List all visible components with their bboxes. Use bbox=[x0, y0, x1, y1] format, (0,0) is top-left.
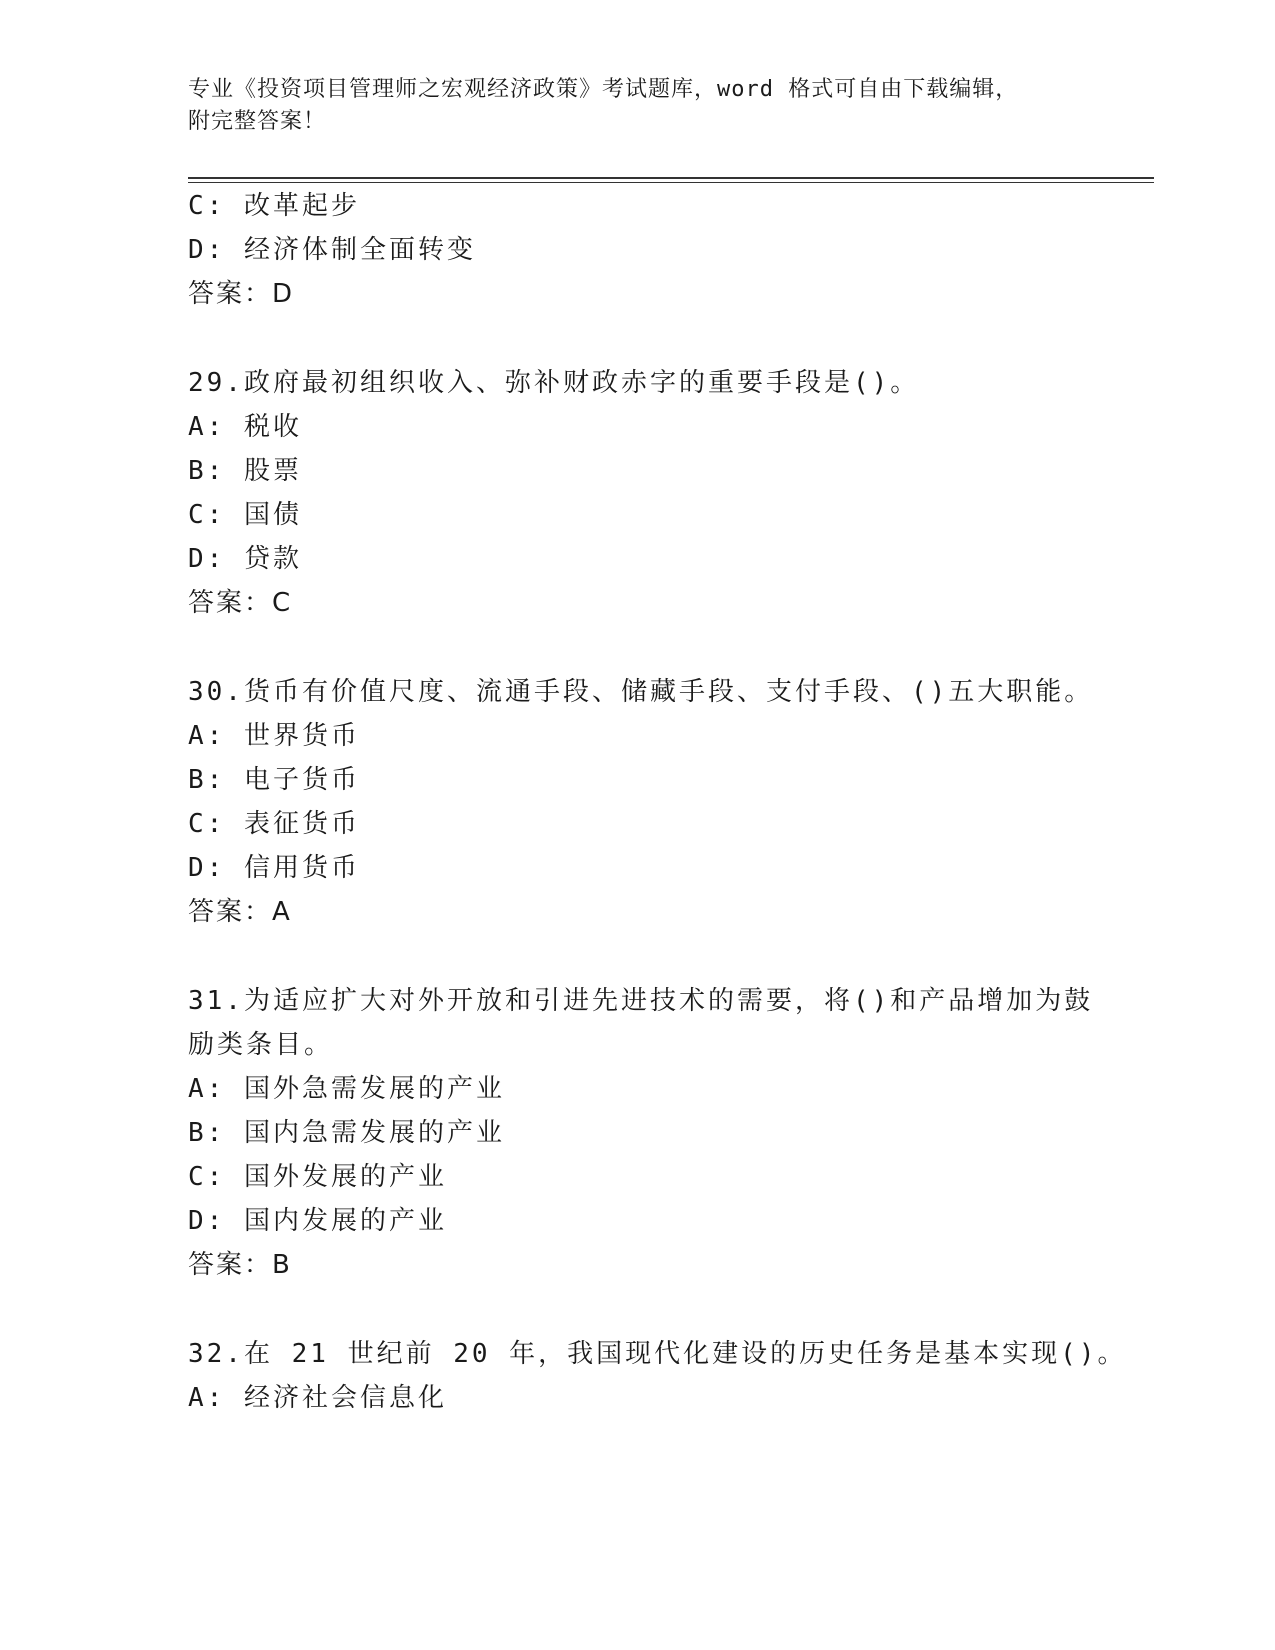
q31-option-c: C: 国外发展的产业 bbox=[188, 1162, 447, 1192]
header-rule-thin bbox=[188, 182, 1154, 183]
q31-option-b: B: 国内急需发展的产业 bbox=[188, 1118, 505, 1148]
prev-option-c: C: 改革起步 bbox=[188, 191, 360, 221]
q31-answer: 答案：B bbox=[188, 1250, 292, 1280]
q30-answer: 答案：A bbox=[188, 897, 292, 927]
q29-answer: 答案：C bbox=[188, 588, 293, 618]
q31-stem-line-2: 励类条目。 bbox=[188, 1030, 334, 1060]
q31-option-a: A: 国外急需发展的产业 bbox=[188, 1074, 505, 1104]
q30-stem: 30.货币有价值尺度、流通手段、储藏手段、支付手段、()五大职能。 bbox=[188, 677, 1094, 707]
q32-stem: 32.在 21 世纪前 20 年，我国现代化建设的历史任务是基本实现()。 bbox=[188, 1339, 1127, 1369]
q30-option-d: D: 信用货币 bbox=[188, 853, 360, 883]
header-line-2: 附完整答案！ bbox=[188, 109, 327, 134]
prev-answer: 答案：D bbox=[188, 279, 295, 309]
q30-option-c: C: 表征货币 bbox=[188, 809, 360, 839]
document-header bbox=[188, 74, 1088, 138]
prev-option-d: D: 经济体制全面转变 bbox=[188, 235, 476, 265]
q29-option-a: A: 税收 bbox=[188, 412, 302, 442]
q29-stem: 29.政府最初组织收入、弥补财政赤字的重要手段是()。 bbox=[188, 368, 920, 398]
q32-option-a: A: 经济社会信息化 bbox=[188, 1383, 447, 1413]
header-rule-thick bbox=[188, 177, 1154, 179]
header-line-1: 专业《投资项目管理师之宏观经济政策》考试题库，word 格式可自由下载编辑， bbox=[188, 77, 1019, 102]
q30-option-a: A: 世界货币 bbox=[188, 721, 360, 751]
q31-stem-line-1: 31.为适应扩大对外开放和引进先进技术的需要，将()和产品增加为鼓 bbox=[188, 986, 1094, 1016]
q30-option-b: B: 电子货币 bbox=[188, 765, 360, 795]
q29-option-b: B: 股票 bbox=[188, 456, 302, 486]
q29-option-c: C: 国债 bbox=[188, 500, 302, 530]
q29-option-d: D: 贷款 bbox=[188, 544, 302, 574]
q31-option-d: D: 国内发展的产业 bbox=[188, 1206, 447, 1236]
